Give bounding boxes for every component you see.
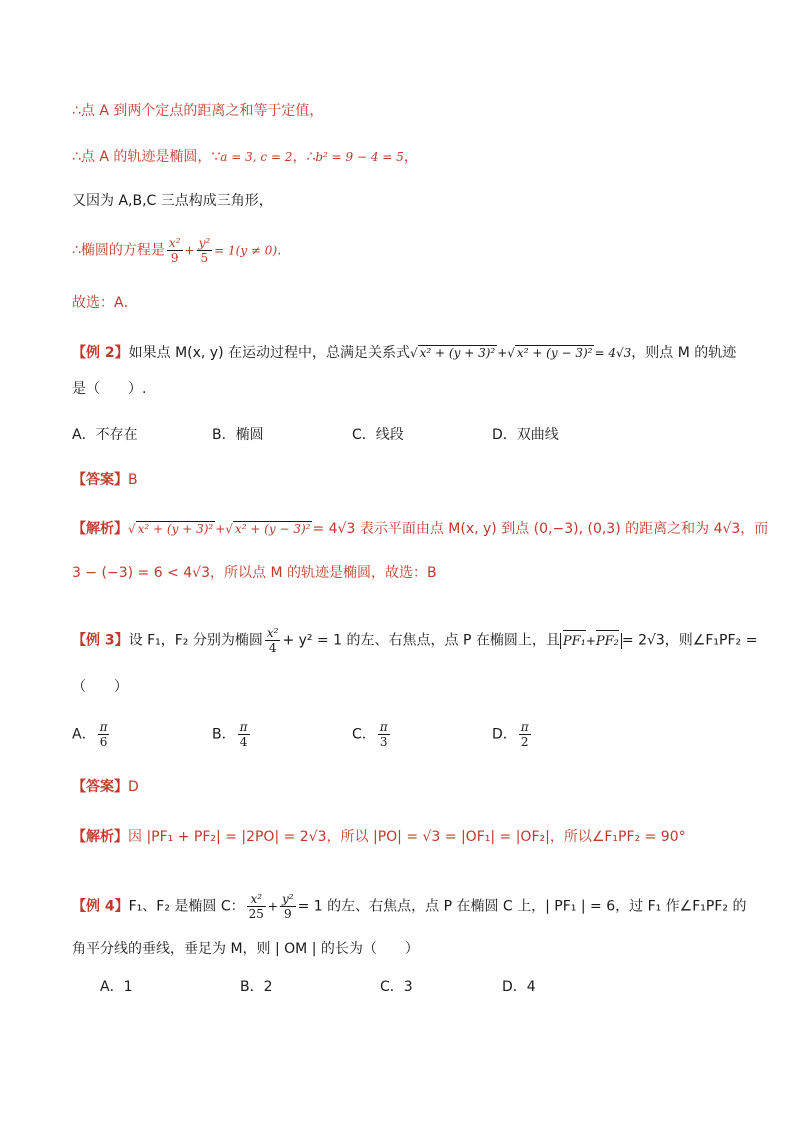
fraction [197,236,213,265]
operator: + [585,633,596,648]
example-2-solution-cont: 3 − (−3) = 6 < 4√3，所以点 M 的轨迹是椭圆，故选：B [72,565,437,581]
denominator: 6 [99,735,108,749]
solution-line-1: ∴点 A 到两个定点的距离之和等于定值， [72,103,324,119]
radical: √ x² + (y − 3)² [507,346,593,360]
option-label: B． [212,726,236,743]
answer: D [128,779,139,795]
denominator: 4 [239,735,248,749]
example-2-question [72,342,736,364]
numerator: x² [168,236,181,250]
solution-tag: 【解析】 [72,521,128,537]
example-3-question [72,626,757,655]
denominator: 25 [248,907,264,921]
example-2-options [72,424,632,446]
option-c: C．3 [380,979,413,995]
example-3-options [72,720,632,749]
text: 设 F₁，F₂ 分别为椭圆 [128,632,263,649]
example-3-question-cont: （ ） [72,679,128,695]
example-2-answer [72,469,138,491]
vector: PF₁ [563,630,586,653]
operator: + [215,522,226,536]
option-d [492,720,632,749]
example-3-answer [72,776,139,798]
text: ，∴ [292,149,316,165]
fraction [378,720,390,749]
example-4-question-cont: 角平分线的垂线，垂足为 M，则 | OM | 的长为（ ） [72,941,419,957]
example-2-solution [72,518,768,540]
math: = 4√3 [594,346,632,360]
fraction [519,720,531,749]
radicand: x² + (y − 3)² [516,346,593,360]
denominator: 9 [170,251,179,265]
numerator: y² [281,892,294,906]
option-a: A．不存在 [72,427,138,443]
numerator: x² [266,626,279,640]
text: F₁、F₂ 是椭圆 C： [128,898,245,915]
denominator: 3 [379,735,388,749]
solution-tag: 【解析】 [72,829,128,845]
solution-line-3: 又因为 A,B,C 三点构成三角形， [72,193,273,209]
text: ， [403,149,418,165]
numerator: π [379,720,388,734]
option-c: C．线段 [352,427,404,443]
radical: √ x² + (y + 3)² [128,522,214,536]
text: . [277,242,282,259]
vector-abs [560,633,622,649]
answer-tag: 【答案】 [72,779,128,795]
math: a = 3, c = 2 [220,150,293,164]
operator: + [267,899,278,914]
denominator: 9 [283,907,292,921]
option-b: B．2 [240,979,273,995]
text: ，则点 M 的轨迹 [631,345,737,361]
example-tag: 【例 3】 [72,632,129,649]
text: ∴点 A 的轨迹是椭圆，∵ [72,149,221,165]
numerator: x² [247,892,266,907]
radicand: x² + (y + 3)² [419,346,496,360]
denominator: 2 [520,735,529,749]
text: = 4√3 表示平面由点 M(x, y) 到点 (0,−3), (0,3) 的距离之和为 4√3，而 [312,521,769,537]
example-2-question-cont: 是（ ）. [72,381,147,397]
math: b² = 9 − 4 = 5 [315,150,404,164]
option-label: C． [352,726,376,743]
numerator: y² [198,236,211,250]
fraction [280,892,296,921]
fraction [265,626,281,655]
text: + y² = 1 的左、右焦点，点 P 在椭圆上，且 [282,632,560,649]
math: = 1(y ≠ 0) [214,243,278,258]
numerator: π [239,720,248,734]
text: 如果点 M(x, y) 在运动过程中，总满足关系式 [128,345,410,361]
example-tag: 【例 4】 [72,898,129,915]
option-b: B．椭圆 [212,427,264,443]
example-3-solution [72,826,686,848]
option-b [212,720,352,749]
vector: PF₂ [596,630,619,653]
text: 因 |PF₁ + PF₂| = |2PO| = 2√3，所以 |PO| = √3 = |OF₁| = |OF₂|，所以∠F₁PF₂ = 90° [128,829,686,845]
radicand: x² + (y − 3)² [234,522,311,536]
denominator: 4 [268,641,277,655]
option-a [72,720,212,749]
option-d: D．双曲线 [492,427,559,443]
solution-line-2 [72,146,418,168]
fraction [247,892,266,921]
numerator: π [99,720,108,734]
text: = 2√3，则∠F₁PF₂ = [621,632,758,649]
fraction [238,720,250,749]
option-label: A． [72,726,96,743]
option-label: D． [492,726,517,743]
radicand: x² + (y + 3)² [137,522,214,536]
example-4-question [72,892,746,921]
text: = 1 的左、右焦点，点 P 在椭圆 C 上，| PF₁ | = 6，过 F₁ 作∠F₁PF₂ 的 [297,898,747,915]
fraction [98,720,110,749]
answer-tag: 【答案】 [72,472,128,488]
operator: + [497,346,508,360]
choice-line: 故选：A． [72,295,138,311]
radical: √ x² + (y + 3)² [410,346,496,360]
text: ∴椭圆的方程是 [72,242,165,259]
answer: B [128,472,138,488]
denominator: 5 [200,251,209,265]
option-c [352,720,492,749]
option-a: A．1 [100,979,133,995]
radical: √ x² + (y − 3)² [225,522,311,536]
option-d: D．4 [502,979,536,995]
example-4-options [100,976,642,998]
numerator: π [520,720,529,734]
fraction [167,236,183,265]
ellipse-equation-line: ∴椭圆的方程是 $\frac{\text{x²}}{9}$ + $\frac{\text{y²}}{5}$ = 1(y ≠ 0). [72,236,282,265]
example-tag: 【例 2】 [72,345,129,361]
